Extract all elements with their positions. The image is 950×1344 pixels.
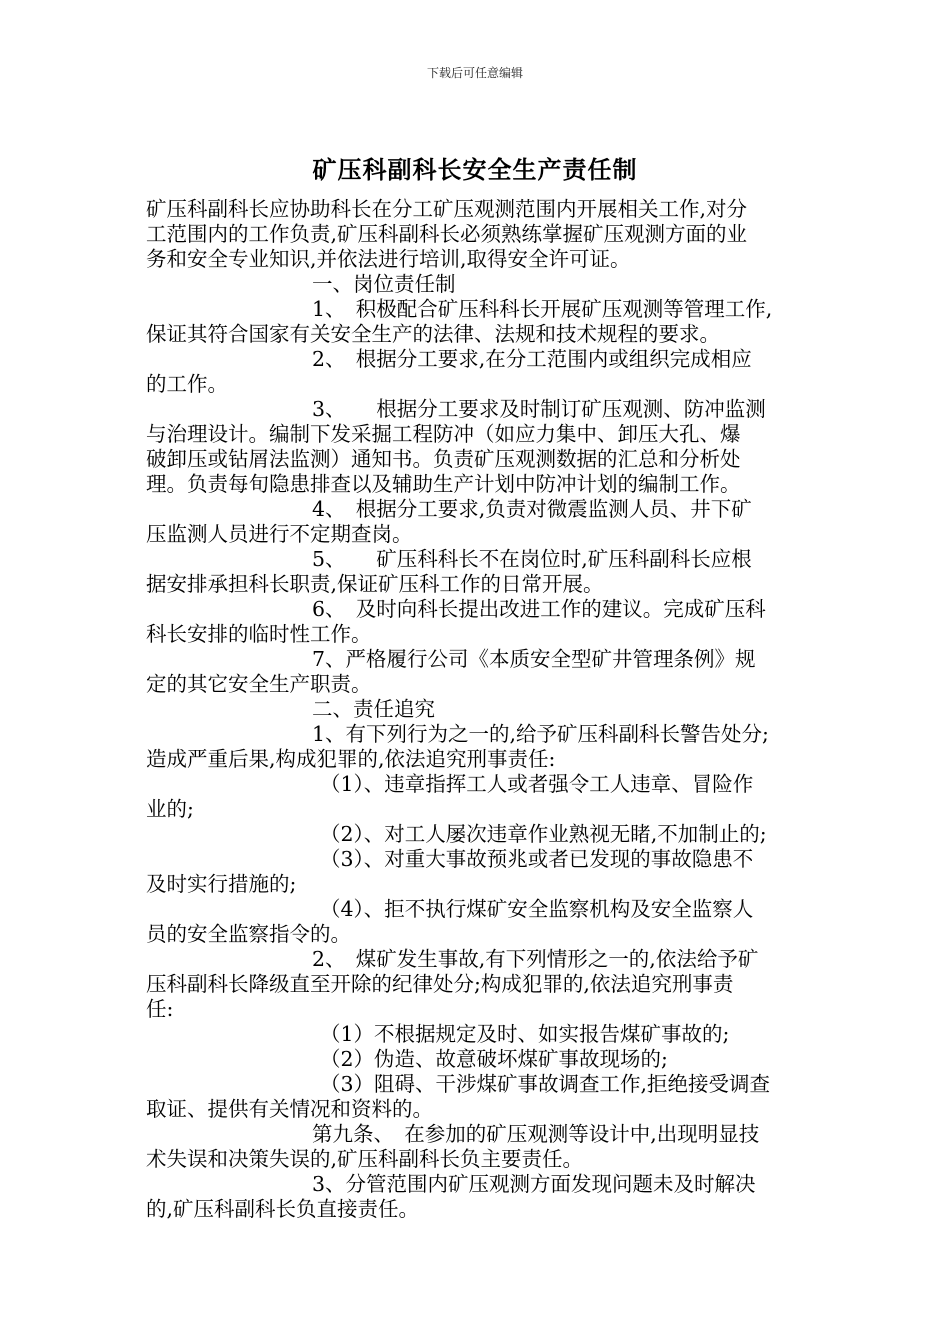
paragraph-line: （3）、对重大事故预兆或者已发现的事故隐患不 bbox=[320, 847, 754, 871]
paragraph-line: 与治理设计。编制下发采掘工程防冲（如应力集中、卸压大孔、爆 bbox=[146, 422, 741, 446]
paragraph-line: 科长安排的临时性工作。 bbox=[146, 622, 372, 646]
paragraph-line: 7、严格履行公司《本质安全型矿井管理条例》规 bbox=[312, 647, 756, 671]
paragraph-line: 5、 矿压科科长不在岗位时,矿压科副科长应根 bbox=[312, 547, 752, 571]
paragraph-line: （4）、拒不执行煤矿安全监察机构及安全监察人 bbox=[320, 897, 754, 921]
paragraph-line: 矿压科副科长应协助科长在分工矿压观测范围内开展相关工作,对分 bbox=[146, 197, 748, 221]
document-body bbox=[146, 197, 816, 1222]
paragraph-line: 理。负责每旬隐患排查以及辅助生产计划中防冲计划的编制工作。 bbox=[146, 472, 741, 496]
paragraph-line: 压监测人员进行不定期查岗。 bbox=[146, 522, 413, 546]
paragraph-line: （1）、违章指挥工人或者强令工人违章、冒险作 bbox=[320, 772, 754, 796]
paragraph-line: 据安排承担科长职责,保证矿压科工作的日常开展。 bbox=[146, 572, 604, 596]
paragraph-line: 任: bbox=[146, 997, 174, 1021]
paragraph-line: 的工作。 bbox=[146, 372, 228, 396]
paragraph-line: （1）不根据规定及时、如实报告煤矿事故的; bbox=[320, 1022, 730, 1046]
paragraph-line: 务和安全专业知识,并依法进行培训,取得安全许可证。 bbox=[146, 247, 631, 271]
paragraph-line: 的,矿压科副科长负直接责任。 bbox=[146, 1197, 420, 1221]
paragraph-line: 3、 根据分工要求及时制订矿压观测、防冲监测 bbox=[312, 397, 766, 421]
paragraph-line: （3）阻碍、干涉煤矿事故调查工作,拒绝接受调查 bbox=[320, 1072, 771, 1096]
paragraph-line: 第九条、 在参加的矿压观测等设计中,出现明显技 bbox=[312, 1122, 760, 1146]
paragraph-line: 及时实行措施的; bbox=[146, 872, 297, 896]
paragraph-line: 2、 根据分工要求,在分工范围内或组织完成相应 bbox=[312, 347, 752, 371]
section-heading: 一、岗位责任制 bbox=[312, 272, 456, 296]
paragraph-line: 定的其它安全生产职责。 bbox=[146, 672, 372, 696]
paragraph-line: 1、有下列行为之一的,给予矿压科副科长警告处分; bbox=[312, 722, 769, 746]
header-note: 下载后可任意编辑 bbox=[426, 66, 523, 80]
paragraph-line: （2）伪造、故意破坏煤矿事故现场的; bbox=[320, 1047, 668, 1071]
paragraph-line: 破卸压或钻屑法监测）通知书。负责矿压观测数据的汇总和分析处 bbox=[146, 447, 741, 471]
paragraph-line: 工范围内的工作负责,矿压科副科长必须熟练掌握矿压观测方面的业 bbox=[146, 222, 748, 246]
paragraph-line: （2）、对工人屡次违章作业熟视无睹,不加制止的; bbox=[320, 822, 767, 846]
paragraph-line: 员的安全监察指令的。 bbox=[146, 922, 351, 946]
paragraph-line: 取证、提供有关情况和资料的。 bbox=[146, 1097, 433, 1121]
paragraph-line: 造成严重后果,构成犯罪的,依法追究刑事责任: bbox=[146, 747, 556, 771]
section-heading: 二、责任追究 bbox=[312, 697, 435, 721]
paragraph-line: 3、分管范围内矿压观测方面发现问题未及时解决 bbox=[312, 1172, 756, 1196]
paragraph-line: 保证其符合国家有关安全生产的法律、法规和技术规程的要求。 bbox=[146, 322, 720, 346]
paragraph-line: 4、 根据分工要求,负责对微震监测人员、井下矿 bbox=[312, 497, 752, 521]
paragraph-line: 术失误和决策失误的,矿压科副科长负主要责任。 bbox=[146, 1147, 584, 1171]
paragraph-line: 1、 积极配合矿压科科长开展矿压观测等管理工作, bbox=[312, 297, 773, 321]
paragraph-line: 业的; bbox=[146, 797, 194, 821]
document-title: 矿压科副科长安全生产责任制 bbox=[312, 155, 638, 184]
paragraph-line: 6、 及时向科长提出改进工作的建议。完成矿压科 bbox=[312, 597, 766, 621]
paragraph-line: 压科副科长降级直至开除的纪律处分;构成犯罪的,依法追究刑事责 bbox=[146, 972, 734, 996]
paragraph-line: 2、 煤矿发生事故,有下列情形之一的,依法给予矿 bbox=[312, 947, 759, 971]
